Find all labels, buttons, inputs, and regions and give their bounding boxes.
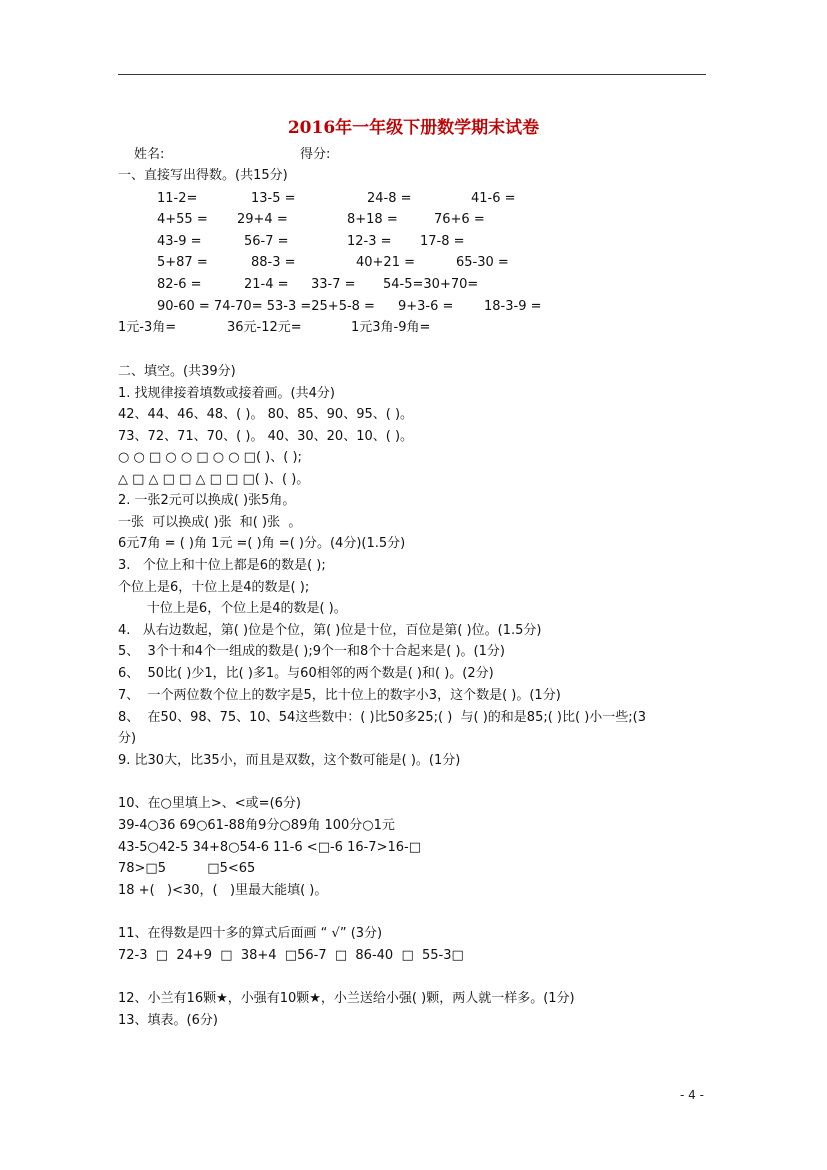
question-line: ○ ○ □ ○ ○ □ ○ ○ □( )、( ); xyxy=(118,450,302,465)
calc-item: 56-7 = xyxy=(244,234,289,249)
score-label: 得分: xyxy=(300,147,331,162)
question-line: 一张 可以换成( )张 和( )张 。 xyxy=(118,515,302,530)
q13-line: 13、填表。(6分) xyxy=(118,1013,218,1028)
calc-item: 82-6 = xyxy=(157,277,202,292)
calc-item: 21-4 = xyxy=(244,277,289,292)
question-line: 9. 比30大，比35小，而且是双数，这个数可能是( )。(1分) xyxy=(118,753,461,768)
question-line: 2. 一张2元可以换成( )张5角。 xyxy=(118,493,296,508)
question-line: 十位上是6，个位上是4的数是( )。 xyxy=(118,601,347,616)
q11-heading: 11、在得数是四十多的算式后面画 “ √” (3分) xyxy=(118,926,383,941)
question-line: 6、 50比( )少1，比( )多1。与60相邻的两个数是( )和( )。(2分) xyxy=(118,666,494,681)
calc-item: 18-3-9 = xyxy=(484,299,542,314)
calc-item: 41-6 = xyxy=(471,191,516,206)
calc-item: 4+55 = xyxy=(157,212,208,227)
calc-item: 1元-3角= xyxy=(118,320,177,335)
calc-item: 8+18 = xyxy=(347,212,398,227)
calc-item: 13-5 = xyxy=(251,191,296,206)
question-line: 个位上是6，十位上是4的数是( ); xyxy=(118,580,310,595)
calc-item: 1元3角-9角= xyxy=(351,320,431,335)
calc-item: 9+3-6 = xyxy=(398,299,454,314)
question-line: 73、72、71、70、( )。 40、30、20、10、( )。 xyxy=(118,429,414,444)
calc-item: 76+6 = xyxy=(434,212,485,227)
calc-item: 65-30 = xyxy=(456,255,509,270)
q12-line: 12、小兰有16颗★，小强有10颗★，小兰送给小强( )颗，两人就一样多。(1分) xyxy=(118,991,575,1006)
question-line: 18 +( )<30，( )里最大能填( )。 xyxy=(118,883,328,898)
calc-item: 90-60 = 74-70= 53-3 =25+5-8 = xyxy=(157,299,375,314)
page-number: - 4 - xyxy=(680,1088,704,1102)
question-line: 1. 找规律接着填数或接着画。(共4分) xyxy=(118,386,335,401)
calc-item: 11-2= xyxy=(157,191,198,206)
calc-item: 29+4 = xyxy=(237,212,288,227)
q10-heading: 10、在○里填上>、<或=(6分) xyxy=(118,796,301,811)
question-line: 7、 一个两位数个位上的数字是5，比十位上的数字小3，这个数是( )。(1分) xyxy=(118,688,561,703)
calc-item: 12-3 = xyxy=(347,234,392,249)
question-line: 5、 3个十和4个一组成的数是( );9个一和8个十合起来是( )。(1分) xyxy=(118,644,505,659)
calc-item: 43-9 = xyxy=(157,234,202,249)
calc-item: 40+21 = xyxy=(356,255,416,270)
calc-item: 33-7 = xyxy=(311,277,356,292)
calc-item: 36元-12元= xyxy=(227,320,302,335)
question-line: 3. 个位上和十位上都是6的数是( ); xyxy=(118,558,326,573)
page-title: 2016年一年级下册数学期末试卷 xyxy=(287,118,540,138)
calc-item: 88-3 = xyxy=(251,255,296,270)
calc-item: 17-8 = xyxy=(420,234,465,249)
question-line: 78>□5 □5<65 xyxy=(118,861,256,876)
question-line: △ □ △ □ □ △ □ □ □( )、( )。 xyxy=(118,472,310,487)
question-line: 39-4○36 69○61-88角9分○89角 100分○1元 xyxy=(118,818,395,833)
question-line: 72-3 □ 24+9 □ 38+4 □56-7 □ 86-40 □ 55-3□ xyxy=(118,948,464,963)
question-line: 6元7角 = ( )角 1元 =( )角 =( )分。(4分)(1.5分) xyxy=(118,536,406,551)
calc-item: 5+87 = xyxy=(157,255,208,270)
section2-heading: 二、填空。(共39分) xyxy=(118,364,236,379)
question-line: 分) xyxy=(118,731,137,746)
calc-item: 24-8 = xyxy=(367,191,412,206)
question-line: 43-5○42-5 34+8○54-6 11-6 <□-6 16-7>16-□ xyxy=(118,840,421,855)
section1-heading: 一、直接写出得数。(共15分) xyxy=(118,168,288,183)
question-line: 4. 从右边数起，第( )位是个位，第( )位是十位，百位是第( )位。(1.5分) xyxy=(118,623,542,638)
header-rule xyxy=(118,74,706,75)
question-line: 42、44、46、48、( )。 80、85、90、95、( )。 xyxy=(118,407,414,422)
name-label: 姓名: xyxy=(134,147,165,162)
question-line: 8、 在50、98、75、10、54这些数中：( )比50多25;( ) 与( )的和是85;( )比( )小一些;(3 xyxy=(118,710,646,725)
calc-item: 54-5=30+70= xyxy=(383,277,479,292)
